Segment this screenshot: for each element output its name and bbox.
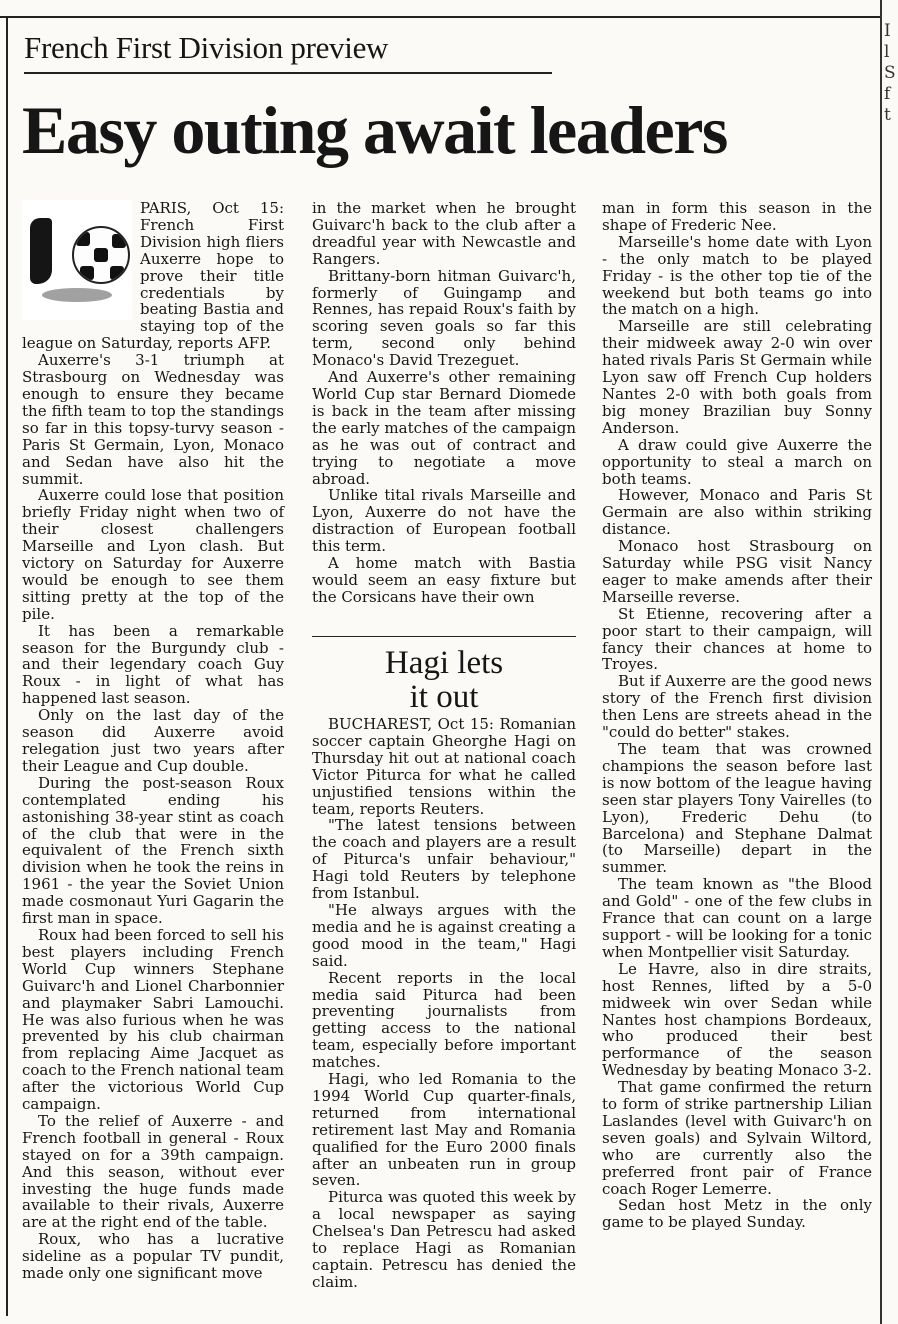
- paragraph: Auxerre could lose that position briefly Friday night when two of their closest challengers Marseille and Lyon clash. But victory on Saturday for Auxerre would be enough to see them sitting pretty at the top of the pile.: [22, 486, 284, 623]
- subheading-rule: [312, 636, 576, 637]
- football-and-boot-icon: [22, 200, 132, 320]
- paragraph: But if Auxerre are the good news story of the French first division then Lens are streets ahead in the "could do better" stakes.: [602, 672, 872, 742]
- paragraph: And Auxerre's other remaining World Cup star Bernard Diomede is back in the team after missing the early matches of the campaign as he was out of contract and trying to negotiate a move abroad.: [312, 368, 576, 488]
- subheading-line: it out: [409, 679, 479, 715]
- paragraph: man in form this season in the shape of Frederic Nee.: [602, 199, 872, 234]
- subheading-line: Hagi lets: [384, 645, 504, 681]
- paragraph: That game confirmed the return to form of strike partnership Lilian Laslandes (level with Guivarc'h on seven goals) and Sylvain Wiltord, who are currently also the preferred front pair of France coach Roger Lemerre.: [602, 1078, 872, 1198]
- paragraph: St Etienne, recovering after a poor start to their campaign, will fancy their chances at home to Troyes.: [602, 604, 872, 674]
- section-kicker: French First Division preview: [24, 30, 389, 65]
- kicker-underline: [24, 72, 552, 74]
- adjacent-column-edge: I l S f t: [884, 21, 896, 125]
- paragraph: The team that was crowned champions the season before last is now bottom of the league having seen star players Tony Vairelles (to Lyon), Frederic Dehu (to Barcelona) and Stephane Dalmat (to Marseille) depart in the summer.: [602, 740, 872, 877]
- subheading: [312, 646, 576, 714]
- paragraph: Hagi, who led Romania to the 1994 World Cup quarter-finals, returned from international retirement last May and Romania qualified for the Euro 2000 finals after an unbeaten run in group seven.: [312, 1070, 576, 1190]
- paragraph: It has been a remarkable season for the Burgundy club - and their legendary coach Guy Roux - in light of what has happened last season.: [22, 621, 284, 708]
- paragraph: A draw could give Auxerre the opportunity to steal a march on both teams.: [602, 435, 872, 488]
- article-column-1: [22, 200, 284, 1282]
- paragraph: Piturca was quoted this week by a local newspaper as saying Chelsea's Dan Petrescu had asked to replace Hagi as Romanian captain. Petrescu has denied the claim.: [312, 1188, 576, 1291]
- paragraph: Roux had been forced to sell his best players including French World Cup winners Stephane Guivarc'h and Lionel Charbonnier and playmaker Sabri Lamouchi. He was also furious when he was prevented by his club chairman from replacing Aime Jacquet as coach to the French national team after the victorious World Cup campaign.: [22, 925, 285, 1114]
- paragraph: To the relief of Auxerre - and French football in general - Roux stayed on for a 39th campaign. And this season, without ever investing the huge funds made available to their rivals, Auxerre are at the right end of the table.: [22, 1111, 284, 1232]
- paragraph: Auxerre's 3-1 triumph at Strasbourg on Wednesday was enough to ensure they became the fifth team to top the standings so far in this topsy-turvy season - Paris St Germain, Lyon, Monaco and Sedan have also hit the summit.: [22, 351, 284, 488]
- paragraph: However, Monaco and Paris St Germain are also within striking distance.: [602, 486, 872, 539]
- paragraph: Recent reports in the local media said Piturca had been preventing journalists from getting access to the national team, especially before important matches.: [312, 968, 576, 1072]
- paragraph: A home match with Bastia would seem an easy fixture but the Corsicans have their own: [312, 554, 576, 606]
- paragraph: During the post-season Roux contemplated ending his astonishing 38-year stint as coach of the club that were in the equivalent of the French sixth division when he took the reins in 1961 - the year the Soviet Union made cosmonaut Yuri Gagarin the first man in space.: [22, 773, 284, 928]
- paragraph: "He always argues with the media and he is against creating a good mood in the team," Hagi said.: [312, 900, 576, 970]
- paragraph: Le Havre, also in dire straits, host Rennes, lifted by a 5-0 midweek win over Sedan while Nantes host champions Bordeaux, who produced their best performance of the season Wednesday by beating Monaco 3-2.: [602, 959, 872, 1080]
- paragraph: Monaco host Strasbourg on Saturday while PSG visit Nancy eager to make amends after their Marseille reverse.: [602, 537, 872, 606]
- paragraph: Sedan host Metz in the only game to be played Sunday.: [602, 1196, 872, 1232]
- paragraph: The team known as "the Blood and Gold" - one of the few clubs in France that can count on a large support - will be looking for a tonic when Montpellier visit Saturday.: [602, 875, 872, 961]
- hagi-article: [312, 716, 576, 1291]
- paragraph: Brittany-born hitman Guivarc'h, formerly of Guingamp and Rennes, has repaid Roux's faith by scoring seven goals so far this term, second only behind Monaco's David Trezeguet.: [312, 266, 576, 370]
- paragraph: Roux, who has a lucrative sideline as a popular TV pundit, made only one significant move: [22, 1230, 284, 1283]
- paragraph: PARIS, Oct 15: French First Division high fliers Auxerre hope to prove their title credentials by beating Bastia and staying top of the league on Saturday, reports AFP.: [22, 199, 284, 353]
- article-column-2: [312, 200, 576, 606]
- paragraph: Marseille are still celebrating their midweek away 2-0 win over hated rivals Paris St Germain while Lyon saw off French Cup holders Nantes 2-0 with both goals from big money Brazilian buy Sonny Anderson.: [602, 317, 872, 437]
- paragraph: Only on the last day of the season did Auxerre avoid relegation just two years after their League and Cup double.: [22, 706, 284, 775]
- paragraph: Unlike tital rivals Marseille and Lyon, Auxerre do not have the distraction of European football this term.: [312, 486, 576, 556]
- paragraph: Marseille's home date with Lyon - the only match to be played Friday - is the other top tie of the weekend but both teams go into the match on a high.: [602, 232, 872, 319]
- headline: Easy outing await leaders: [22, 92, 727, 168]
- paragraph: "The latest tensions between the coach and players are a result of Piturca's unfair behaviour," Hagi told Reuters by telephone from Istanbul.: [312, 816, 576, 903]
- article-column-3: [602, 200, 872, 1231]
- left-border: [6, 16, 8, 1316]
- paragraph: in the market when he brought Guivarc'h back to the club after a dreadful year with Newcastle and Rangers.: [312, 199, 576, 268]
- top-rule: [0, 16, 880, 18]
- paragraph: BUCHAREST, Oct 15: Romanian soccer captain Gheorghe Hagi on Thursday hit out at national coach Victor Piturca for what he called unjustified tensions within the team, reports Reuters.: [312, 715, 576, 818]
- right-border: [880, 0, 882, 1324]
